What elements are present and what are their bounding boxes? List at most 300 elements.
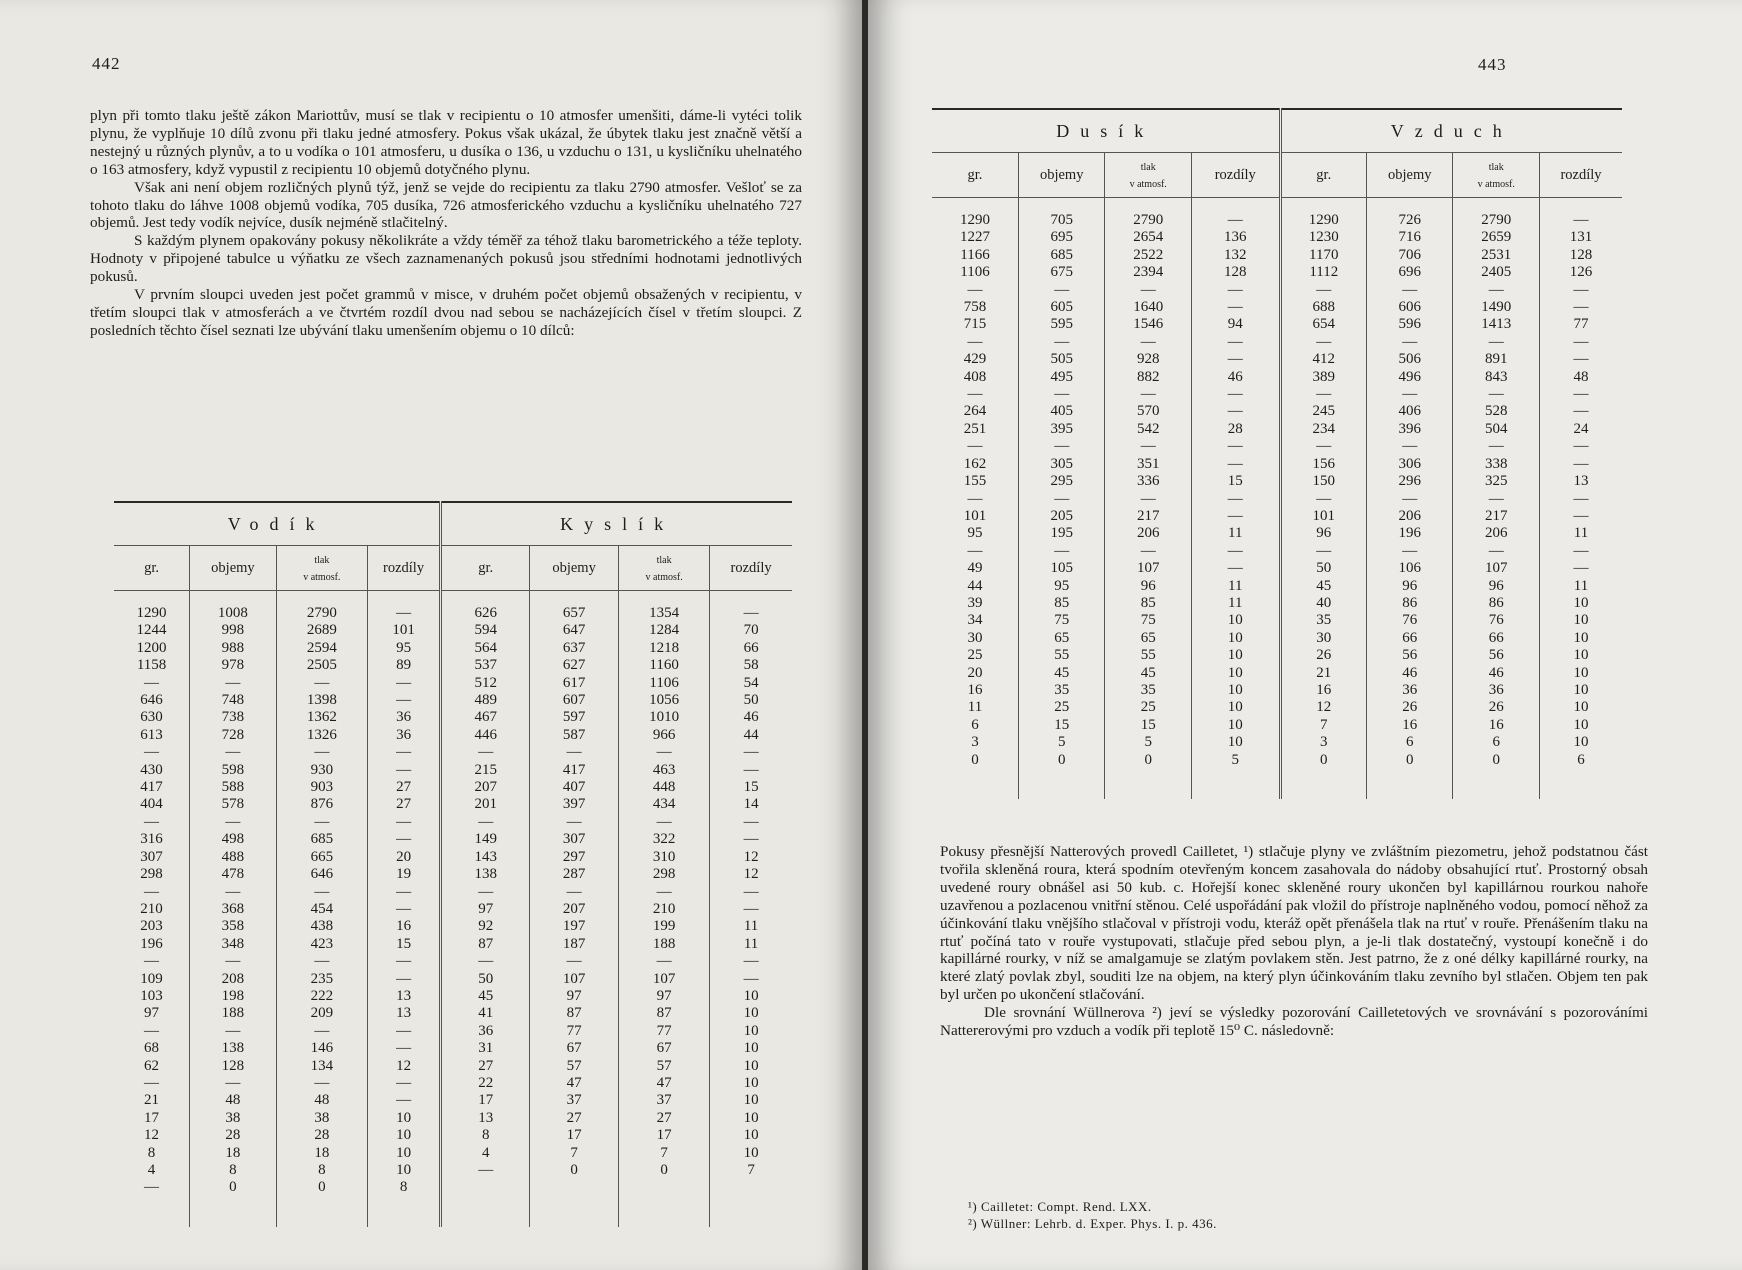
table-cell: 310 xyxy=(619,849,710,866)
table-cell: 264 xyxy=(963,403,987,420)
table-cell: — xyxy=(1539,299,1622,316)
table-cell: 358 xyxy=(190,918,277,935)
table-cell: — xyxy=(1367,282,1453,299)
table-cell: 1290 xyxy=(136,605,167,621)
table-cell: 27 xyxy=(530,1110,619,1127)
table-cell: 28 xyxy=(190,1127,277,1144)
table-row xyxy=(114,727,792,744)
table-cell: 564 xyxy=(441,640,530,657)
table-cell: 7 xyxy=(619,1145,710,1162)
table-cell: 96 xyxy=(1367,578,1453,595)
table-cell: — xyxy=(144,883,160,900)
table-cell: — xyxy=(144,1179,160,1196)
table-cell: 647 xyxy=(530,622,619,639)
table-row xyxy=(932,438,1622,455)
table-row xyxy=(932,734,1622,751)
table-cell: 528 xyxy=(1453,403,1539,420)
table-cell: 48 xyxy=(276,1092,367,1109)
table-cell: 36 xyxy=(367,727,440,744)
table-cell: 12 xyxy=(710,849,792,866)
table-cell: — xyxy=(1539,491,1622,508)
table-cell: 35 xyxy=(1280,612,1366,629)
table-cell: 0 xyxy=(971,751,979,768)
table-cell: — xyxy=(441,953,530,970)
table-row xyxy=(932,334,1622,351)
table-cell: 463 xyxy=(619,762,710,779)
table-cell: 307 xyxy=(530,831,619,848)
table-cell: — xyxy=(967,333,983,350)
table-cell: — xyxy=(367,831,440,848)
table-cell: 7 xyxy=(1280,717,1366,734)
table-cell: — xyxy=(619,953,710,970)
table-cell: 4 xyxy=(441,1145,530,1162)
table-cell: 438 xyxy=(276,918,367,935)
table-cell: 48 xyxy=(190,1092,277,1109)
table-cell: 28 xyxy=(276,1127,367,1144)
table-cell: 11 xyxy=(1191,595,1280,612)
table-row xyxy=(932,560,1622,577)
table-cell: 30 xyxy=(1280,630,1366,647)
table-cell: 306 xyxy=(1367,456,1453,473)
table-cell: 45 xyxy=(441,988,530,1005)
table-cell: 5 xyxy=(1018,734,1104,751)
table-row xyxy=(932,578,1622,595)
table-cell: 0 xyxy=(1367,752,1453,799)
table-cell: 1413 xyxy=(1453,316,1539,333)
table-cell: 106 xyxy=(1367,560,1453,577)
table-cell: 96 xyxy=(1280,525,1366,542)
table-cell: 188 xyxy=(190,1005,277,1022)
right-page xyxy=(868,0,1742,1270)
table-cell: 8 xyxy=(147,1144,156,1161)
table-cell: 2790 xyxy=(276,605,367,622)
table-cell: 206 xyxy=(1453,525,1539,542)
table-cell: 8 xyxy=(441,1127,530,1144)
table-cell: 434 xyxy=(619,796,710,813)
table-cell: 10 xyxy=(1539,682,1622,699)
table-cell: 196 xyxy=(140,935,163,952)
table-cell: 10 xyxy=(710,1075,792,1092)
table-cell: 149 xyxy=(441,831,530,848)
table-cell: 876 xyxy=(276,796,367,813)
table-cell: 637 xyxy=(530,640,619,657)
table-row xyxy=(932,699,1622,716)
table-cell: 2531 xyxy=(1453,247,1539,264)
table-cell: — xyxy=(1539,334,1622,351)
table-cell: 537 xyxy=(441,657,530,674)
table-cell: — xyxy=(967,490,983,507)
table-cell: 316 xyxy=(140,831,163,848)
table-cell: 92 xyxy=(441,918,530,935)
table-cell: 1546 xyxy=(1105,316,1191,333)
table-cell: 10 xyxy=(710,1145,792,1162)
table-row xyxy=(932,229,1622,246)
table-cell: 605 xyxy=(1018,299,1104,316)
table-cell: 505 xyxy=(1018,351,1104,368)
table-cell: 21 xyxy=(1280,665,1366,682)
table-cell: 107 xyxy=(1105,560,1191,577)
table-cell: — xyxy=(1367,491,1453,508)
table-cell: 109 xyxy=(140,970,163,987)
table-cell: 10 xyxy=(1539,612,1622,629)
group-header: Vodík xyxy=(114,502,441,546)
table-cell: 87 xyxy=(530,1005,619,1022)
table-cell: 0 xyxy=(619,1162,710,1179)
table-cell: 0 xyxy=(1453,752,1539,799)
table-cell: 208 xyxy=(190,971,277,988)
table-cell: — xyxy=(530,953,619,970)
table-cell: 97 xyxy=(144,1005,160,1022)
table-cell: — xyxy=(276,814,367,831)
table-cell: 613 xyxy=(140,726,163,743)
table-cell: 41 xyxy=(441,1005,530,1022)
table-cell: 1106 xyxy=(619,675,710,692)
table-row xyxy=(932,630,1622,647)
table-cell: — xyxy=(190,884,277,901)
table-cell: 101 xyxy=(1280,508,1366,525)
table-cell: 76 xyxy=(1453,612,1539,629)
table-cell xyxy=(441,1179,530,1226)
table-cell: 10 xyxy=(1191,612,1280,629)
table-cell: 10 xyxy=(1191,630,1280,647)
table-cell: — xyxy=(1191,491,1280,508)
table-cell: — xyxy=(276,1075,367,1092)
table-cell: 10 xyxy=(710,988,792,1005)
table-cell: 25 xyxy=(1105,699,1191,716)
table-cell: 38 xyxy=(276,1110,367,1127)
table-row xyxy=(932,752,1622,799)
table-cell: 197 xyxy=(530,918,619,935)
table-cell: — xyxy=(276,953,367,970)
table-cell: 654 xyxy=(1280,316,1366,333)
table-cell: 49 xyxy=(967,560,983,577)
table-cell: 322 xyxy=(619,831,710,848)
table-cell: — xyxy=(367,605,440,622)
table-cell: 27 xyxy=(367,796,440,813)
table-cell: 10 xyxy=(1191,682,1280,699)
table-cell: — xyxy=(530,814,619,831)
footnote: ¹) Cailletet: Compt. Rend. LXX. xyxy=(968,1199,1152,1214)
table-cell: 62 xyxy=(144,1057,160,1074)
table-cell: — xyxy=(710,901,792,918)
table-cell: 17 xyxy=(144,1109,160,1126)
table-cell: 8 xyxy=(276,1162,367,1179)
table-cell: 75 xyxy=(1018,612,1104,629)
table-cell: 10 xyxy=(1191,665,1280,682)
column-header: tlak v atmosf. xyxy=(1453,153,1539,198)
table-cell: 150 xyxy=(1280,473,1366,490)
table-row xyxy=(114,884,792,901)
table-cell: — xyxy=(144,1022,160,1039)
table-cell: 56 xyxy=(1453,647,1539,664)
table-cell: 107 xyxy=(530,971,619,988)
table-cell: 13 xyxy=(1539,473,1622,490)
table-cell: 2790 xyxy=(1453,212,1539,229)
table-cell: 3 xyxy=(971,734,979,751)
table-cell: 978 xyxy=(190,657,277,674)
table-cell: 138 xyxy=(441,866,530,883)
table-cell: 12 xyxy=(367,1058,440,1075)
table-cell: 1326 xyxy=(276,727,367,744)
table-cell: — xyxy=(367,901,440,918)
table-row xyxy=(114,692,792,709)
table-cell: — xyxy=(441,814,530,831)
table-cell xyxy=(530,1179,619,1226)
table-cell: 10 xyxy=(710,1005,792,1022)
table-cell: — xyxy=(1453,282,1539,299)
table-cell: 298 xyxy=(619,866,710,883)
table-cell: 76 xyxy=(1367,612,1453,629)
table-cell: 39 xyxy=(967,594,983,611)
table-cell: 97 xyxy=(441,901,530,918)
table-cell: 706 xyxy=(1367,247,1453,264)
table-cell: 843 xyxy=(1453,369,1539,386)
table-cell: 495 xyxy=(1018,369,1104,386)
table-cell: 95 xyxy=(967,525,983,542)
table-row xyxy=(114,866,792,883)
column-header: rozdíly xyxy=(710,546,792,591)
group-header: Kyslík xyxy=(441,502,792,546)
table-cell: 1290 xyxy=(959,212,990,228)
table-row xyxy=(114,605,792,622)
table-cell: — xyxy=(190,953,277,970)
table-cell: 203 xyxy=(140,918,163,935)
table-cell: 10 xyxy=(1539,717,1622,734)
table-cell: 67 xyxy=(530,1040,619,1057)
table-cell: — xyxy=(710,744,792,761)
table-cell: — xyxy=(1453,491,1539,508)
table-cell: — xyxy=(367,692,440,709)
table-cell: 646 xyxy=(140,692,163,709)
table-cell: — xyxy=(276,675,367,692)
table-cell: — xyxy=(1018,543,1104,560)
table-cell: 195 xyxy=(1018,525,1104,542)
table-cell: 15 xyxy=(1105,717,1191,734)
table-cell: 587 xyxy=(530,727,619,744)
table-cell: 298 xyxy=(140,866,163,883)
table-row xyxy=(932,264,1622,281)
footnote: ²) Wüllner: Lehrb. d. Exper. Phys. I. p. 436. xyxy=(968,1216,1217,1231)
table-cell: 66 xyxy=(1367,630,1453,647)
table-cell: 15 xyxy=(367,936,440,953)
table-cell: 429 xyxy=(963,351,987,368)
table-cell: 251 xyxy=(963,420,987,437)
table-cell: 17 xyxy=(441,1092,530,1109)
column-header: objemy xyxy=(530,546,619,591)
table-cell: 31 xyxy=(441,1040,530,1057)
table-cell: — xyxy=(190,744,277,761)
paragraph: Dle srovnání Wüllnerova ²) jeví se výsledky pozorování Cailletetových ve srovnávání s pozorováními Nattererovými pro vzduch a vodík při teplotě 15⁰ C. následovně: xyxy=(940,1004,1648,1040)
table-row xyxy=(114,1040,792,1057)
table-row xyxy=(932,456,1622,473)
column-header: gr. xyxy=(114,546,190,591)
table-cell: — xyxy=(1018,438,1104,455)
table-cell: — xyxy=(367,1023,440,1040)
table-cell: 5 xyxy=(1105,734,1191,751)
table-cell: 26 xyxy=(1367,699,1453,716)
table-cell: 97 xyxy=(530,988,619,1005)
table-cell: — xyxy=(441,884,530,901)
table-cell: 2505 xyxy=(276,657,367,674)
table-cell: 86 xyxy=(1367,595,1453,612)
table-cell: 10 xyxy=(710,1040,792,1057)
table-row xyxy=(932,717,1622,734)
table-cell: 408 xyxy=(963,368,987,385)
page-number: 443 xyxy=(1478,55,1507,74)
table-cell: 12 xyxy=(144,1127,160,1144)
table-cell: — xyxy=(710,605,792,622)
table-row xyxy=(114,1023,792,1040)
table-row xyxy=(114,1127,792,1144)
column-header: tlak v atmosf. xyxy=(619,546,710,591)
table-cell: 405 xyxy=(1018,403,1104,420)
table-cell: — xyxy=(530,884,619,901)
table-cell: 48 xyxy=(1539,369,1622,386)
table-cell: 46 xyxy=(1367,665,1453,682)
table-cell: — xyxy=(1453,334,1539,351)
table-cell: 10 xyxy=(1191,647,1280,664)
table-cell: 55 xyxy=(1105,647,1191,664)
table-cell: — xyxy=(710,762,792,779)
table-cell: — xyxy=(1105,491,1191,508)
table-cell: 28 xyxy=(1191,421,1280,438)
table-cell: 685 xyxy=(276,831,367,848)
table-cell: 1158 xyxy=(136,657,167,674)
table-cell: 10 xyxy=(1191,734,1280,751)
table-cell: 50 xyxy=(710,692,792,709)
table-cell: 155 xyxy=(963,473,987,490)
table-row xyxy=(932,612,1622,629)
table-cell: 595 xyxy=(1018,316,1104,333)
table-cell: — xyxy=(1105,438,1191,455)
table-cell: — xyxy=(1191,212,1280,229)
table-cell: 86 xyxy=(1453,595,1539,612)
table-row xyxy=(932,665,1622,682)
table-cell: 107 xyxy=(1453,560,1539,577)
table-cell: 2689 xyxy=(276,622,367,639)
table-cell: 128 xyxy=(1539,247,1622,264)
table-cell: 903 xyxy=(276,779,367,796)
table-cell: 234 xyxy=(1280,421,1366,438)
table-cell: 50 xyxy=(1280,560,1366,577)
table-cell: 95 xyxy=(1018,578,1104,595)
table-cell: 1112 xyxy=(1280,264,1366,281)
table-cell: 1170 xyxy=(1280,247,1366,264)
table-cell: 70 xyxy=(710,622,792,639)
table-cell: 882 xyxy=(1105,369,1191,386)
table-cell: 8 xyxy=(190,1162,277,1179)
table-cell: — xyxy=(190,1023,277,1040)
table-cell: 295 xyxy=(1018,473,1104,490)
table-cell: 45 xyxy=(1105,665,1191,682)
table-cell: 13 xyxy=(367,988,440,1005)
table-cell: — xyxy=(710,831,792,848)
table-cell: 95 xyxy=(367,640,440,657)
column-header: rozdíly xyxy=(1539,153,1622,198)
table-cell: — xyxy=(619,884,710,901)
table-row xyxy=(932,386,1622,403)
table-cell: 21 xyxy=(144,1092,160,1109)
table-row xyxy=(114,1005,792,1022)
table-cell: 646 xyxy=(276,866,367,883)
table-cell: 205 xyxy=(1018,508,1104,525)
table-cell: 45 xyxy=(1018,665,1104,682)
table-cell: 696 xyxy=(1367,264,1453,281)
table-cell: 1490 xyxy=(1453,299,1539,316)
table-cell: 97 xyxy=(619,988,710,1005)
table-cell: 891 xyxy=(1453,351,1539,368)
table-cell: 44 xyxy=(710,727,792,744)
table-cell: 101 xyxy=(963,507,987,524)
table-cell: 1244 xyxy=(136,622,167,639)
table-cell: 389 xyxy=(1280,369,1366,386)
table-row xyxy=(932,403,1622,420)
table-cell: 206 xyxy=(1105,525,1191,542)
table-row xyxy=(114,1145,792,1162)
table-cell: 215 xyxy=(441,762,530,779)
table-cell: 10 xyxy=(367,1162,440,1179)
table-cell: 685 xyxy=(1018,247,1104,264)
table-cell: 19 xyxy=(367,866,440,883)
table-cell: — xyxy=(1539,282,1622,299)
table-row xyxy=(932,508,1622,525)
table-cell: 47 xyxy=(619,1075,710,1092)
table-row xyxy=(114,657,792,674)
table-cell: — xyxy=(144,744,160,761)
table-cell: 930 xyxy=(276,762,367,779)
table-cell: 1218 xyxy=(619,640,710,657)
table-cell: 68 xyxy=(144,1040,160,1057)
table-cell: 10 xyxy=(710,1127,792,1144)
table-cell: 46 xyxy=(1453,665,1539,682)
table-cell: — xyxy=(1191,508,1280,525)
table-cell: 10 xyxy=(710,1092,792,1109)
table-cell: 38 xyxy=(190,1110,277,1127)
table-cell: 467 xyxy=(441,709,530,726)
table-cell: 20 xyxy=(967,664,983,681)
table-cell: 10 xyxy=(710,1110,792,1127)
table-cell: 46 xyxy=(1191,369,1280,386)
table-cell: 1160 xyxy=(619,657,710,674)
compression-table-hydrogen-oxygen xyxy=(114,501,792,1227)
table-cell: 478 xyxy=(190,866,277,883)
table-cell: 598 xyxy=(190,762,277,779)
table-cell: 606 xyxy=(1367,299,1453,316)
table-cell: 36 xyxy=(1367,682,1453,699)
table-cell: 18 xyxy=(190,1145,277,1162)
table-cell: 0 xyxy=(190,1179,277,1226)
table-cell: 10 xyxy=(1191,717,1280,734)
table-cell: 128 xyxy=(190,1058,277,1075)
table-cell: — xyxy=(144,813,160,830)
table-cell: 4 xyxy=(147,1162,156,1178)
table-cell: 504 xyxy=(1453,421,1539,438)
table-cell: — xyxy=(1191,403,1280,420)
table-cell: 2394 xyxy=(1105,264,1191,281)
column-header: gr. xyxy=(1280,153,1366,198)
column-header: objemy xyxy=(190,546,277,591)
table-row xyxy=(114,1075,792,1092)
table-cell: 287 xyxy=(530,866,619,883)
table-cell: — xyxy=(367,953,440,970)
table-cell: 11 xyxy=(710,918,792,935)
table-cell: 16 xyxy=(967,681,983,698)
table-cell: 0 xyxy=(530,1162,619,1179)
table-cell: — xyxy=(1018,334,1104,351)
table-cell: — xyxy=(1105,386,1191,403)
footnotes xyxy=(968,1198,1217,1232)
column-header: objemy xyxy=(1018,153,1104,198)
